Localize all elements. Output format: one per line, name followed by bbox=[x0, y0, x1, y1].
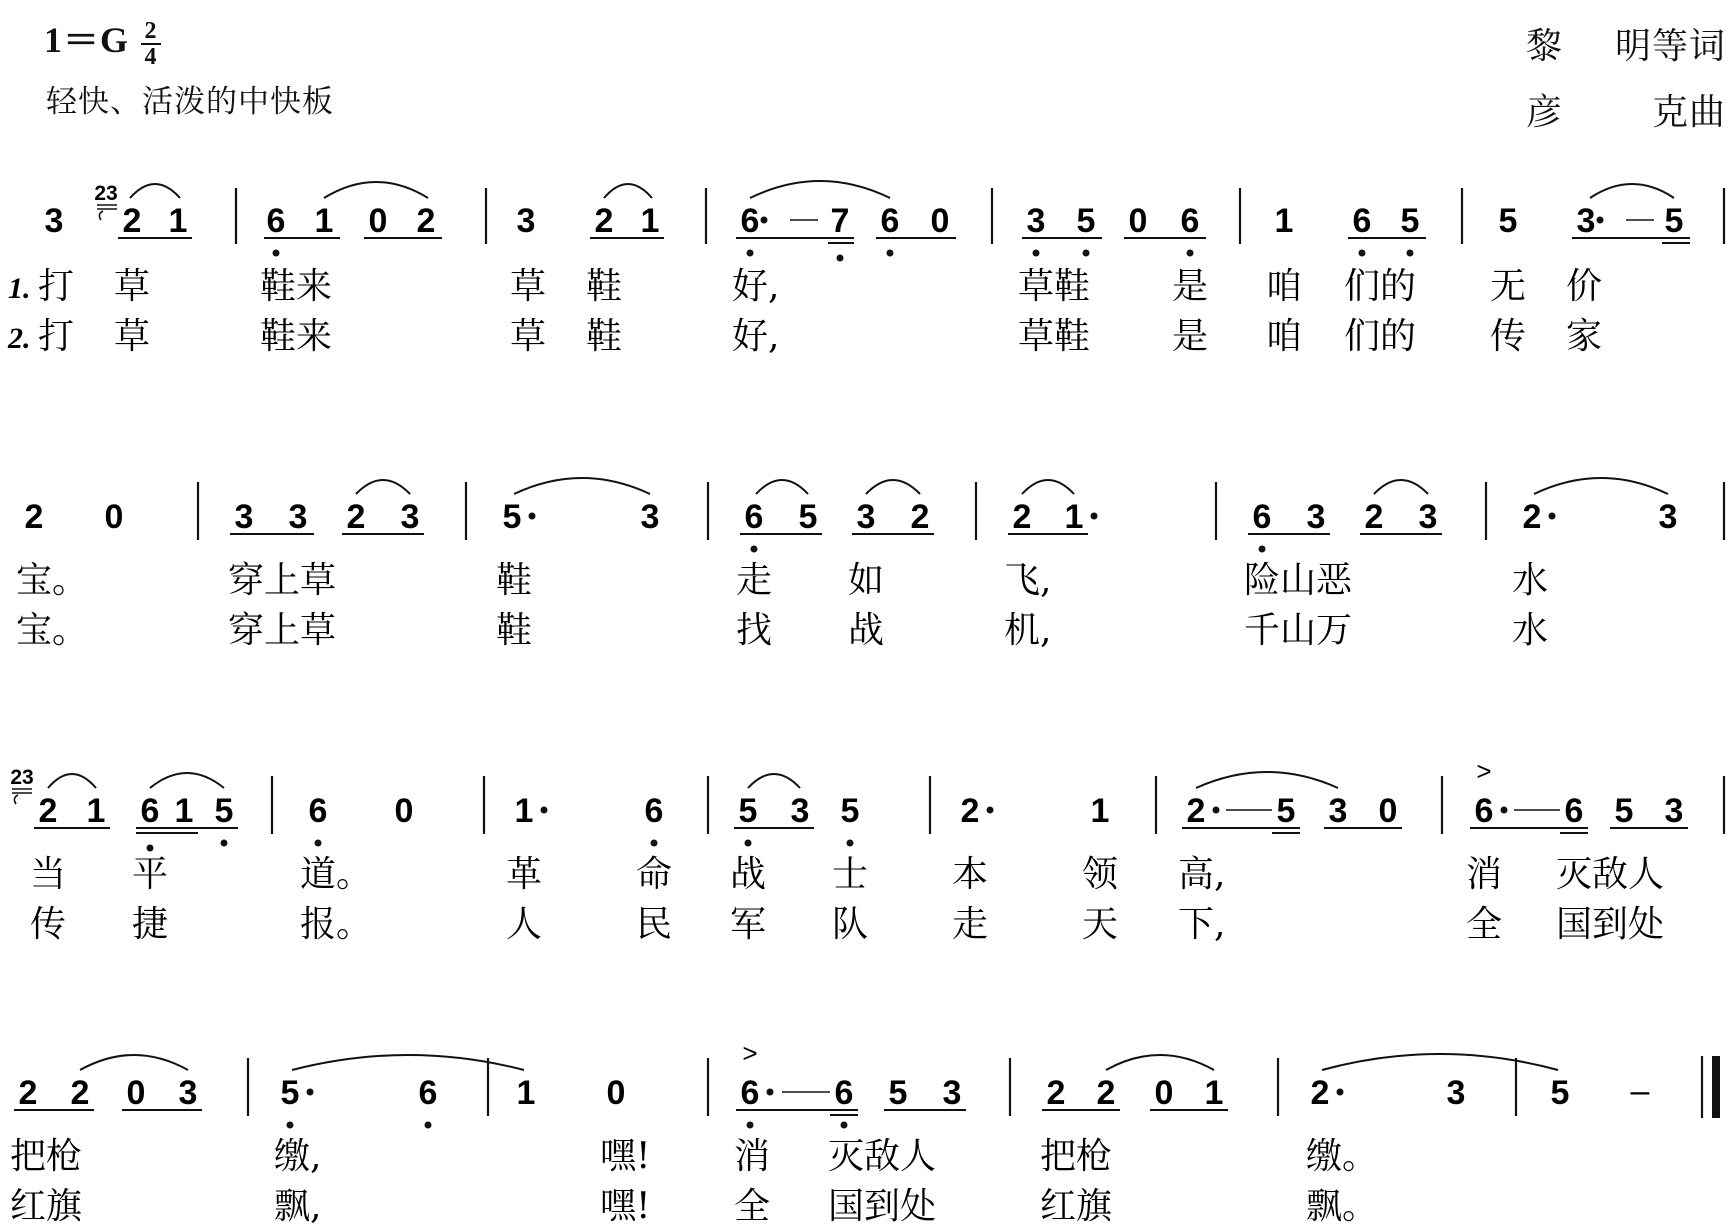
lyric: 草 bbox=[114, 266, 151, 307]
lyric: 嘿! bbox=[600, 1136, 651, 1177]
lyric: 高, bbox=[1178, 854, 1226, 895]
lyric: 价 bbox=[1566, 266, 1603, 307]
lyric: 全 bbox=[734, 1186, 771, 1227]
note-digit: 5 bbox=[1664, 202, 1684, 240]
note-digit: 3 bbox=[1658, 498, 1678, 536]
note-digit: 0 bbox=[1128, 202, 1148, 240]
note-digit: 6 bbox=[1180, 202, 1200, 240]
system-3 bbox=[10, 756, 1724, 945]
lyric: 红旗 bbox=[10, 1186, 83, 1227]
lyric: 穿上草 bbox=[228, 610, 337, 651]
note-digit: 2 bbox=[24, 498, 44, 536]
lyrics-verse-1 bbox=[16, 560, 1548, 601]
note-digit: 2 bbox=[1310, 1074, 1330, 1112]
barlines bbox=[198, 482, 1724, 540]
lyric: 如 bbox=[848, 560, 885, 601]
lyric: 家 bbox=[1566, 316, 1603, 357]
note-digit: 5 bbox=[1276, 792, 1296, 830]
lyric: 捷 bbox=[132, 904, 169, 945]
lyric: 找 bbox=[736, 610, 773, 651]
note-digit: 3 bbox=[856, 498, 876, 536]
lyric: 好, bbox=[732, 316, 780, 357]
slurs bbox=[80, 1054, 1558, 1070]
lyric: 消 bbox=[1466, 854, 1503, 895]
note-digit: 2 bbox=[1046, 1074, 1066, 1112]
note-digit: 3 bbox=[516, 202, 536, 240]
lyric: 国到处 bbox=[828, 1186, 937, 1227]
lyric: 嘿! bbox=[600, 1186, 651, 1227]
note-digit: 2 bbox=[346, 498, 366, 536]
octave-dots bbox=[147, 840, 854, 852]
lyric: 飘。 bbox=[1306, 1186, 1379, 1227]
lyric: 咱 bbox=[1266, 266, 1303, 307]
lyric: 千山万 bbox=[1244, 610, 1353, 651]
lyrics-verse-1 bbox=[30, 854, 1664, 895]
lyric: 鞋 bbox=[496, 610, 533, 651]
note-digit: 3 bbox=[942, 1074, 962, 1112]
note-digit: 2 bbox=[1186, 792, 1206, 830]
lyric: 消 bbox=[734, 1136, 771, 1177]
lyric: 国到处 bbox=[1556, 904, 1665, 945]
accent-mark: > bbox=[742, 1038, 758, 1068]
note-digit: 1 bbox=[640, 202, 660, 240]
lyric: 灭敌人 bbox=[1556, 854, 1665, 895]
lyric: 革 bbox=[506, 854, 543, 895]
lyric: 平 bbox=[132, 854, 169, 895]
note-digit: 2 bbox=[70, 1074, 90, 1112]
system-2 bbox=[16, 478, 1724, 651]
lyric: 飘, bbox=[274, 1186, 322, 1227]
note-digit: 1 bbox=[314, 202, 334, 240]
note-digit: 0 bbox=[126, 1074, 146, 1112]
note-digit: 6 bbox=[418, 1074, 438, 1112]
lyric: 鞋来 bbox=[260, 316, 333, 357]
note-digit: 0 bbox=[930, 202, 950, 240]
lyricist-rest: 明等词 bbox=[1614, 26, 1726, 67]
octave-dots bbox=[751, 546, 1266, 553]
grace-digits: 23 bbox=[94, 182, 118, 205]
note-digit: 6 bbox=[740, 202, 760, 240]
lyric: 打 bbox=[38, 266, 75, 307]
note-digit: 3 bbox=[234, 498, 254, 536]
underlines bbox=[118, 238, 1690, 243]
key-label: 1＝G bbox=[44, 20, 130, 60]
note-digit: 5 bbox=[1498, 202, 1518, 240]
note-digit: 1 bbox=[514, 792, 534, 830]
lyric: 机, bbox=[1004, 610, 1052, 651]
note-digit: 2 bbox=[910, 498, 930, 536]
note-digit: 6 bbox=[1252, 498, 1272, 536]
lyrics-verse-2 bbox=[16, 610, 1548, 651]
note-digit: 6 bbox=[1564, 792, 1584, 830]
note-digit: 3 bbox=[178, 1074, 198, 1112]
duration-dash: – bbox=[1630, 1072, 1650, 1110]
note-digit: 3 bbox=[400, 498, 420, 536]
grace-digits: 23 bbox=[10, 766, 34, 789]
note-digit: 3 bbox=[790, 792, 810, 830]
lyrics-verse-2 bbox=[30, 904, 1664, 945]
note-digit: 3 bbox=[44, 202, 64, 240]
note-digit: 2 bbox=[122, 202, 142, 240]
lyric: 缴, bbox=[274, 1136, 322, 1177]
note-digit: 5 bbox=[888, 1074, 908, 1112]
system-1 bbox=[7, 181, 1724, 357]
note-digit: 5 bbox=[280, 1074, 300, 1112]
lyric: 飞, bbox=[1004, 560, 1052, 601]
lyric: 鞋 bbox=[586, 266, 623, 307]
slurs bbox=[130, 181, 1674, 198]
lyric: 领 bbox=[1082, 854, 1119, 895]
lyrics-verse-1 bbox=[10, 1136, 1378, 1177]
final-barline bbox=[1702, 1056, 1720, 1118]
lyric: 战 bbox=[848, 610, 885, 651]
note-digit: 1 bbox=[516, 1074, 536, 1112]
lyrics-verse-2 bbox=[10, 1186, 1378, 1227]
slurs bbox=[48, 772, 1338, 788]
note-digit: 1 bbox=[168, 202, 188, 240]
lyric: 好, bbox=[732, 266, 780, 307]
grace-note-3 bbox=[10, 766, 33, 804]
lyric: 传 bbox=[1490, 316, 1527, 357]
lyric: 们的 bbox=[1344, 316, 1417, 357]
note-digit: 5 bbox=[840, 792, 860, 830]
underlines bbox=[34, 828, 1688, 833]
tempo-marking: 轻快、活泼的中快板 bbox=[46, 84, 334, 120]
octave-dots bbox=[273, 250, 1414, 262]
note-digit: 3 bbox=[288, 498, 308, 536]
note-digit: 2 bbox=[38, 792, 58, 830]
lyric: 是 bbox=[1172, 316, 1209, 357]
lyric: 草 bbox=[114, 316, 151, 357]
note-digit: 6 bbox=[744, 498, 764, 536]
lyric: 草 bbox=[510, 316, 547, 357]
note-digit: 6 bbox=[308, 792, 328, 830]
lyric: 灭敌人 bbox=[828, 1136, 937, 1177]
note-digit: 2 bbox=[18, 1074, 38, 1112]
lyrics-verse-2 bbox=[38, 316, 1602, 357]
note-digit: 3 bbox=[1328, 792, 1348, 830]
note-digit: 5 bbox=[502, 498, 522, 536]
lyric: 天 bbox=[1082, 904, 1119, 945]
verse-number-2: 2. bbox=[8, 322, 31, 355]
note-digit: 2 bbox=[1012, 498, 1032, 536]
lyric: 走 bbox=[736, 560, 773, 601]
note-digit: 2 bbox=[960, 792, 980, 830]
note-digit: 2 bbox=[594, 202, 614, 240]
verse-number-1: 1. bbox=[8, 272, 31, 305]
lyrics-verse-1 bbox=[38, 266, 1602, 307]
octave-dots bbox=[287, 1122, 848, 1129]
lyric: 水 bbox=[1512, 610, 1549, 651]
note-digit: 7 bbox=[830, 202, 850, 240]
lyric: 士 bbox=[832, 854, 869, 895]
note-digit: 6 bbox=[1474, 792, 1494, 830]
lyric: 宝。 bbox=[16, 560, 89, 601]
lyric: 们的 bbox=[1344, 266, 1417, 307]
note-digit: 2 bbox=[1096, 1074, 1116, 1112]
note-digit: 5 bbox=[1076, 202, 1096, 240]
note-digit: 6 bbox=[834, 1074, 854, 1112]
lyric: 当 bbox=[30, 854, 67, 895]
note-digit: 5 bbox=[214, 792, 234, 830]
lyric: 把枪 bbox=[1040, 1136, 1113, 1177]
lyric: 草鞋 bbox=[1018, 266, 1091, 307]
lyric: 下, bbox=[1178, 904, 1226, 945]
note-digit: 3 bbox=[1576, 202, 1596, 240]
lyric: 水 bbox=[1512, 560, 1549, 601]
lyric: 咱 bbox=[1266, 316, 1303, 357]
note-digit: 5 bbox=[798, 498, 818, 536]
note-digit: 1 bbox=[174, 792, 194, 830]
lyric: 草 bbox=[510, 266, 547, 307]
lyric: 打 bbox=[38, 316, 75, 357]
system-4 bbox=[10, 1038, 1720, 1227]
note-digit: 6 bbox=[880, 202, 900, 240]
slurs bbox=[356, 478, 1668, 494]
lyric: 人 bbox=[506, 904, 543, 945]
lyricist-surname: 黎 bbox=[1526, 26, 1564, 67]
lyric: 队 bbox=[832, 904, 869, 945]
note-digit: 6 bbox=[140, 792, 160, 830]
lyric: 全 bbox=[1466, 904, 1503, 945]
lyric: 军 bbox=[730, 904, 767, 945]
note-digit: 2 bbox=[416, 202, 436, 240]
lyric: 缴。 bbox=[1306, 1136, 1379, 1177]
composer-rest: 克曲 bbox=[1651, 92, 1726, 133]
note-digit: 0 bbox=[368, 202, 388, 240]
lyric: 走 bbox=[952, 904, 989, 945]
lyric: 道。 bbox=[300, 854, 373, 895]
lyric: 穿上草 bbox=[228, 560, 337, 601]
note-digit: 6 bbox=[266, 202, 286, 240]
note-digit: 1 bbox=[1064, 498, 1084, 536]
composer-surname: 彦 bbox=[1526, 92, 1564, 133]
lyric: 传 bbox=[30, 904, 67, 945]
note-digit: 3 bbox=[1664, 792, 1684, 830]
lyric: 红旗 bbox=[1040, 1186, 1113, 1227]
note-digit: 3 bbox=[1446, 1074, 1466, 1112]
note-digit: 0 bbox=[1154, 1074, 1174, 1112]
grace-note-1 bbox=[94, 182, 117, 220]
lyric: 民 bbox=[636, 904, 673, 945]
time-sig-top: 2 bbox=[144, 17, 158, 44]
note-digit: 2 bbox=[1522, 498, 1542, 536]
accent-mark: > bbox=[1476, 756, 1492, 786]
note-digit: 6 bbox=[740, 1074, 760, 1112]
lyric: 是 bbox=[1172, 266, 1209, 307]
lyric: 命 bbox=[636, 854, 673, 895]
lyric: 战 bbox=[730, 854, 767, 895]
note-digit: 0 bbox=[1378, 792, 1398, 830]
note-digit: 1 bbox=[1274, 202, 1294, 240]
lyric: 鞋来 bbox=[260, 266, 333, 307]
note-digit: 0 bbox=[394, 792, 414, 830]
lyric: 无 bbox=[1490, 266, 1527, 307]
note-digit: 2 bbox=[1364, 498, 1384, 536]
note-digit: 3 bbox=[1418, 498, 1438, 536]
augmentation-dots bbox=[541, 807, 1508, 814]
note-digit: 5 bbox=[1614, 792, 1634, 830]
augmentation-dots bbox=[529, 513, 1556, 520]
lyric: 宝。 bbox=[16, 610, 89, 651]
lyric: 险山恶 bbox=[1244, 560, 1353, 601]
note-digit: 3 bbox=[640, 498, 660, 536]
note-digit: 1 bbox=[1090, 792, 1110, 830]
note-digit: 0 bbox=[104, 498, 124, 536]
lyric: 报。 bbox=[300, 904, 373, 945]
lyric: 鞋 bbox=[586, 316, 623, 357]
note-digit: 5 bbox=[1400, 202, 1420, 240]
note-digit: 6 bbox=[1352, 202, 1372, 240]
lyric: 鞋 bbox=[496, 560, 533, 601]
time-sig-bottom: 4 bbox=[144, 43, 158, 70]
note-digit: 6 bbox=[644, 792, 664, 830]
lyric: 本 bbox=[952, 854, 989, 895]
lyric: 草鞋 bbox=[1018, 316, 1091, 357]
lyric: 把枪 bbox=[10, 1136, 83, 1177]
note-digit: 5 bbox=[1550, 1074, 1570, 1112]
note-digit: 1 bbox=[86, 792, 106, 830]
note-digit: 1 bbox=[1204, 1074, 1224, 1112]
note-digit: 3 bbox=[1026, 202, 1046, 240]
note-digit: 3 bbox=[1306, 498, 1326, 536]
note-digit: 5 bbox=[738, 792, 758, 830]
barlines bbox=[272, 776, 1724, 834]
note-digit: 0 bbox=[606, 1074, 626, 1112]
